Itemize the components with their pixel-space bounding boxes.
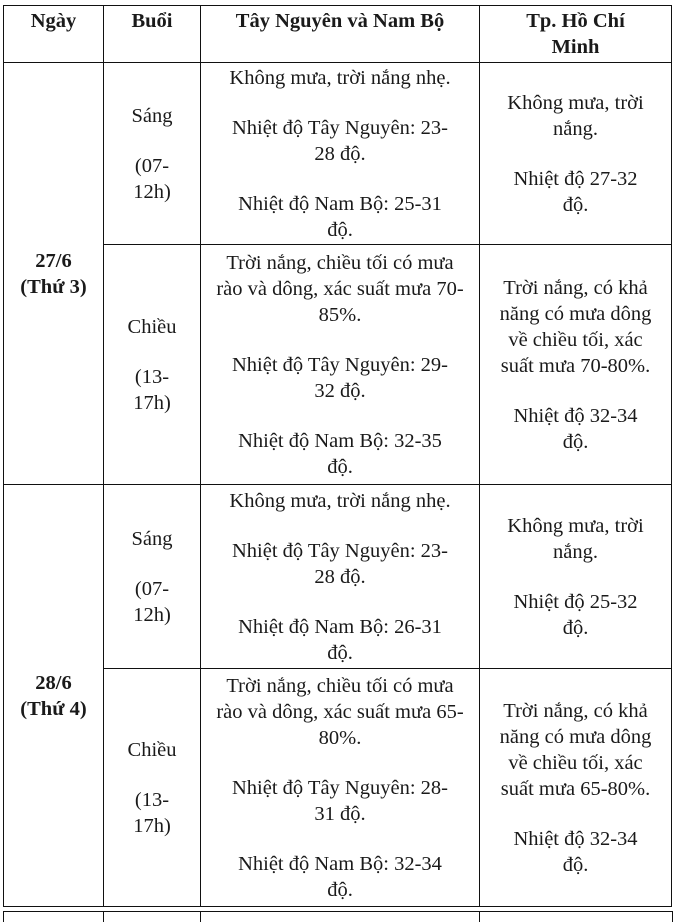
column-divider <box>479 912 480 922</box>
forecast-temp-tay-nguyen: Nhiệt độ Tây Nguyên: 23-28 độ. <box>232 116 448 165</box>
hcm-cell <box>480 63 672 245</box>
hcm-cell <box>480 669 672 907</box>
forecast-text: Trời nắng, chiều tối có mưa rào và dông, xác suất mưa 70-85%. <box>216 251 464 326</box>
session-cell <box>104 63 201 245</box>
day-cell <box>4 63 104 485</box>
forecast-text: Không mưa, trời nắng. <box>507 91 644 140</box>
table-row <box>4 63 672 245</box>
table-row <box>4 485 672 669</box>
table-row <box>4 245 672 485</box>
day-date: 27/6 <box>35 249 72 272</box>
day-cell <box>4 485 104 907</box>
session-cell <box>104 245 201 485</box>
session-hours: (07-12h) <box>133 577 171 626</box>
session-cell <box>104 485 201 669</box>
forecast-temp-hcm: Nhiệt độ 27-32 độ. <box>513 167 638 216</box>
column-divider <box>103 912 104 922</box>
forecast-temp-nam-bo: Nhiệt độ Nam Bộ: 32-35 độ. <box>238 429 442 478</box>
forecast-temp-nam-bo: Nhiệt độ Nam Bộ: 25-31 độ. <box>238 192 442 241</box>
forecast-text: Không mưa, trời nắng. <box>507 514 644 563</box>
column-divider <box>200 912 201 922</box>
forecast-temp-nam-bo: Nhiệt độ Nam Bộ: 26-31 độ. <box>238 615 442 664</box>
forecast-text: Không mưa, trời nắng nhẹ. <box>229 489 451 512</box>
forecast-temp-tay-nguyen: Nhiệt độ Tây Nguyên: 28-31 độ. <box>232 776 448 825</box>
tay-nguyen-nam-bo-cell <box>201 63 480 245</box>
next-row-cutoff <box>3 911 673 922</box>
forecast-text: Trời nắng, có khả năng có mưa dông về chiều tối, xác suất mưa 65-80%. <box>499 699 652 800</box>
forecast-text: Trời nắng, chiều tối có mưa rào và dông, xác suất mưa 65-80%. <box>216 674 464 749</box>
forecast-temp-tay-nguyen: Nhiệt độ Tây Nguyên: 23-28 độ. <box>232 539 448 588</box>
session-name: Chiều <box>127 315 177 338</box>
session-name: Sáng <box>131 527 173 550</box>
session-hours: (07-12h) <box>133 154 171 203</box>
forecast-text: Không mưa, trời nắng nhẹ. <box>229 66 451 89</box>
header-hcm: Tp. Hồ Chí Minh <box>480 6 672 63</box>
forecast-temp-hcm: Nhiệt độ 25-32 độ. <box>513 590 638 639</box>
header-row <box>4 6 672 63</box>
table-row <box>4 669 672 907</box>
forecast-temp-hcm: Nhiệt độ 32-34 độ. <box>513 404 638 453</box>
forecast-temp-tay-nguyen: Nhiệt độ Tây Nguyên: 29-32 độ. <box>232 353 448 402</box>
forecast-temp-hcm: Nhiệt độ 32-34 độ. <box>513 827 638 876</box>
tay-nguyen-nam-bo-cell <box>201 669 480 907</box>
day-weekday: (Thứ 3) <box>20 275 87 298</box>
header-session: Buổi <box>104 6 201 63</box>
session-name: Sáng <box>131 104 173 127</box>
hcm-cell <box>480 245 672 485</box>
session-cell <box>104 669 201 907</box>
hcm-cell <box>480 485 672 669</box>
header-tay-nguyen-nam-bo: Tây Nguyên và Nam Bộ <box>201 6 480 63</box>
day-date: 28/6 <box>35 671 72 694</box>
tay-nguyen-nam-bo-cell <box>201 245 480 485</box>
forecast-text: Trời nắng, có khả năng có mưa dông về chiều tối, xác suất mưa 70-80%. <box>499 276 652 377</box>
forecast-temp-nam-bo: Nhiệt độ Nam Bộ: 32-34 độ. <box>238 852 442 901</box>
tay-nguyen-nam-bo-cell <box>201 485 480 669</box>
session-hours: (13-17h) <box>133 788 171 837</box>
header-date: Ngày <box>4 6 104 63</box>
day-weekday: (Thứ 4) <box>20 697 87 720</box>
session-name: Chiều <box>127 738 177 761</box>
weather-forecast-table <box>3 5 672 907</box>
session-hours: (13-17h) <box>133 365 171 414</box>
